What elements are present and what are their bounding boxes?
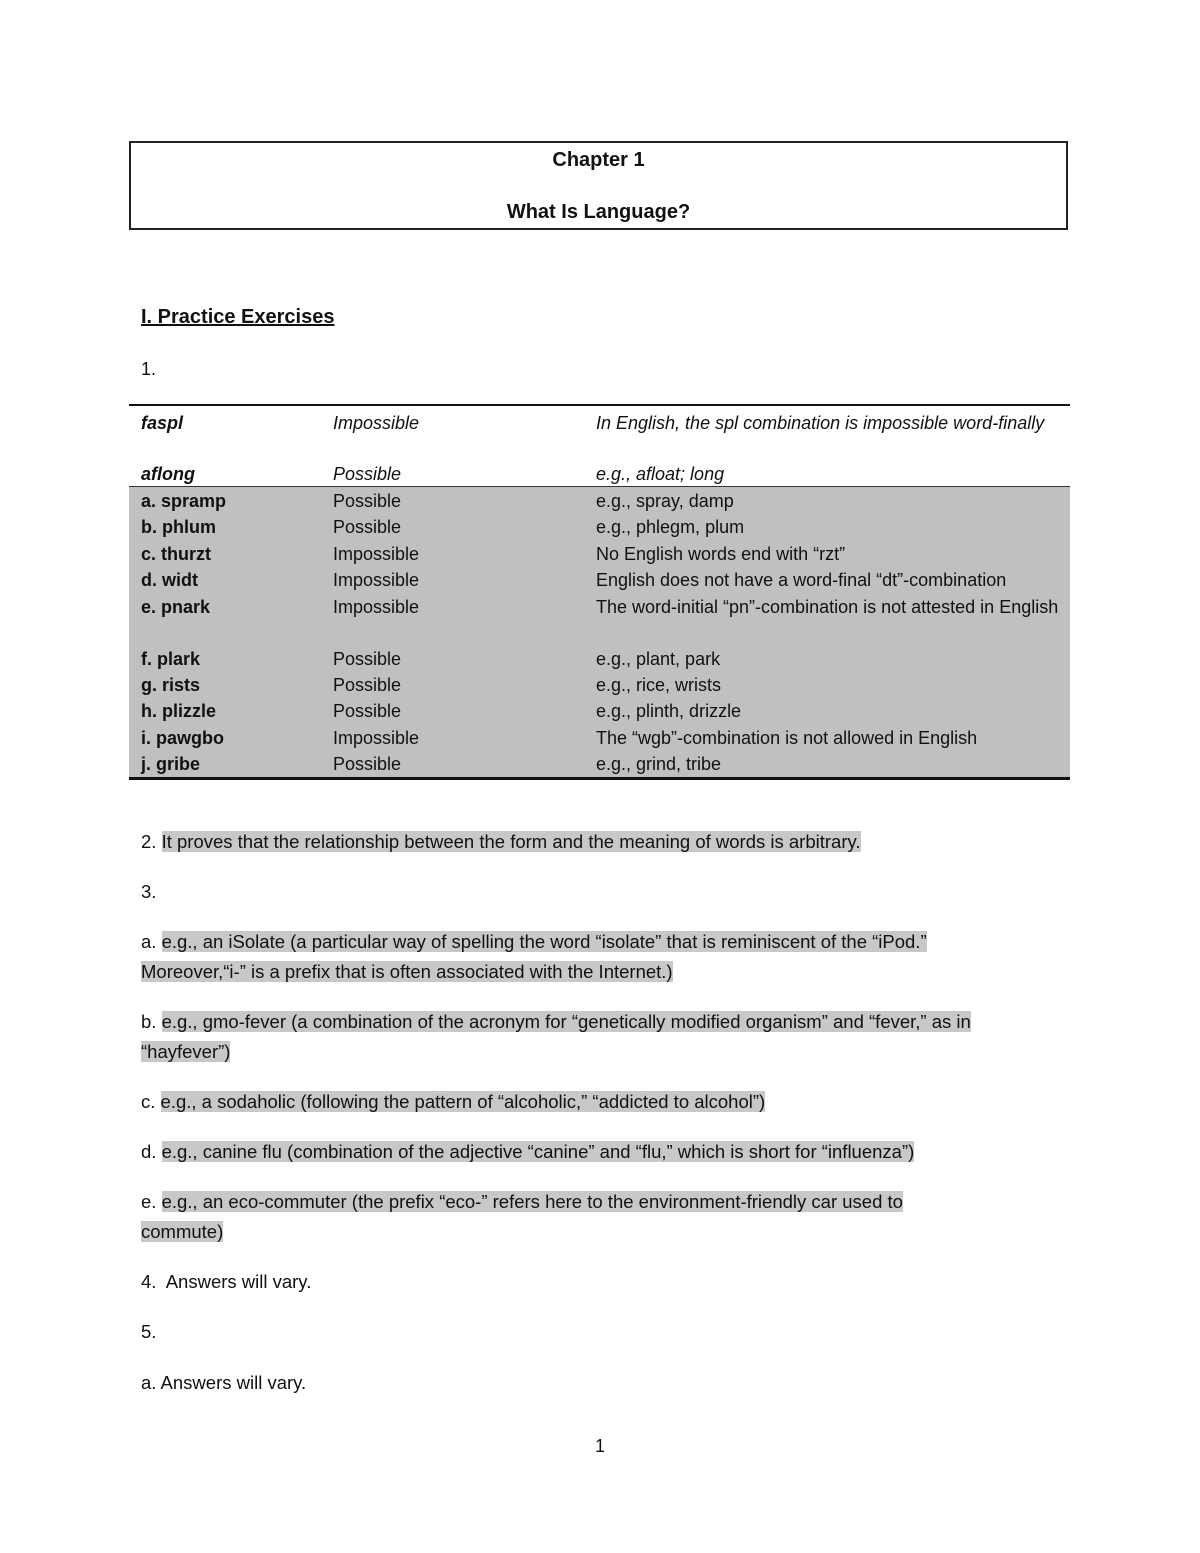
word-cell: e. pnark (141, 597, 211, 617)
q3-item-a (141, 927, 1071, 987)
item-text-cont: commute) (141, 1221, 224, 1242)
word-cell: d. widt (141, 570, 198, 590)
item-text: e.g., canine flu (combination of the adjective “canine” and “flu,” which is short for “influenza”) (161, 1141, 915, 1162)
status-cell: Possible (333, 701, 402, 721)
q3-number: 3. (141, 881, 157, 902)
word-cell: faspl (141, 413, 184, 433)
section-heading: I. Practice Exercises (141, 306, 335, 328)
note-cell: In English, the spl combination is impossible word-finally (596, 413, 1045, 433)
table-top-rule (129, 404, 1070, 406)
status-cell: Possible (333, 517, 402, 537)
item-text: e.g., an iSolate (a particular way of spelling the word “isolate” that is reminiscent of the “iPod.” (161, 931, 927, 952)
item-text: e.g., gmo-fever (a combination of the acronym for “genetically modified organism” and “fever,” as in (161, 1011, 971, 1032)
status-cell: Possible (333, 754, 402, 774)
note-cell: e.g., afloat; long (596, 464, 725, 484)
note-cell: The word-initial “pn”-combination is not attested in English (596, 597, 1059, 617)
chapter-title: What Is Language? (506, 201, 691, 223)
item-text-cont: Moreover,“i-” is a prefix that is often associated with the Internet.) (141, 961, 673, 982)
note-cell: English does not have a word-final “dt”-combination (596, 570, 1007, 590)
word-cell: g. rists (141, 675, 201, 695)
item-label: d. (141, 1141, 157, 1162)
table-bottom-rule (129, 777, 1070, 780)
item-label: b. (141, 1011, 157, 1032)
status-cell: Impossible (333, 728, 420, 748)
q3-item-c (141, 1087, 1071, 1117)
note-cell: e.g., grind, tribe (596, 754, 722, 774)
word-cell: a. spramp (141, 491, 227, 511)
q3-item-d (141, 1137, 1071, 1167)
q2-number: 2. (141, 831, 157, 852)
q2-paragraph (141, 827, 861, 857)
note-cell: e.g., plant, park (596, 649, 721, 669)
q4-number: 4. (141, 1271, 157, 1292)
note-cell: e.g., spray, damp (596, 491, 734, 511)
q3-item-e (141, 1187, 1071, 1247)
note-cell: No English words end with “rzt” (596, 544, 846, 564)
status-cell: Possible (333, 491, 402, 511)
word-cell: h. plizzle (141, 701, 217, 721)
word-cell: f. plark (141, 649, 201, 669)
note-cell: e.g., rice, wrists (596, 675, 722, 695)
chapter-title-box (129, 141, 1068, 230)
q4-answer: Answers will vary. (165, 1271, 312, 1292)
chapter-number: Chapter 1 (552, 149, 645, 171)
q4-paragraph (141, 1267, 311, 1297)
status-cell: Possible (333, 464, 402, 484)
item-label: e. (141, 1191, 157, 1212)
note-cell: e.g., plinth, drizzle (596, 701, 742, 721)
status-cell: Impossible (333, 570, 420, 590)
word-cell: i. pawgbo (141, 728, 224, 748)
item-text-cont: “hayfever”) (141, 1041, 231, 1062)
word-cell: j. gribe (141, 754, 201, 774)
word-cell: aflong (141, 464, 195, 484)
item-text: e.g., a sodaholic (following the pattern of “alcoholic,” “addicted to alcohol”) (160, 1091, 766, 1112)
note-cell: The “wgb”-combination is not allowed in English (596, 728, 978, 748)
q3-item-b (141, 1007, 1071, 1067)
q5-number: 5. (141, 1321, 157, 1342)
q5-item-a: a. Answers will vary. (141, 1372, 307, 1393)
word-cell: c. thurzt (141, 544, 211, 564)
status-cell: Impossible (333, 544, 420, 564)
status-cell: Impossible (333, 413, 420, 433)
q2-answer: It proves that the relationship between the form and the meaning of words is arbitrary. (161, 831, 861, 852)
item-label: c. (141, 1091, 156, 1112)
status-cell: Impossible (333, 597, 420, 617)
item-label: a. (141, 931, 157, 952)
status-cell: Possible (333, 675, 402, 695)
page-number: 1 (594, 1436, 605, 1456)
status-cell: Possible (333, 649, 402, 669)
q1-number: 1. (141, 359, 157, 379)
item-text: e.g., an eco-commuter (the prefix “eco-” refers here to the environment-friendly car used to (161, 1191, 903, 1212)
word-cell: b. phlum (141, 517, 216, 537)
note-cell: e.g., phlegm, plum (596, 517, 745, 537)
